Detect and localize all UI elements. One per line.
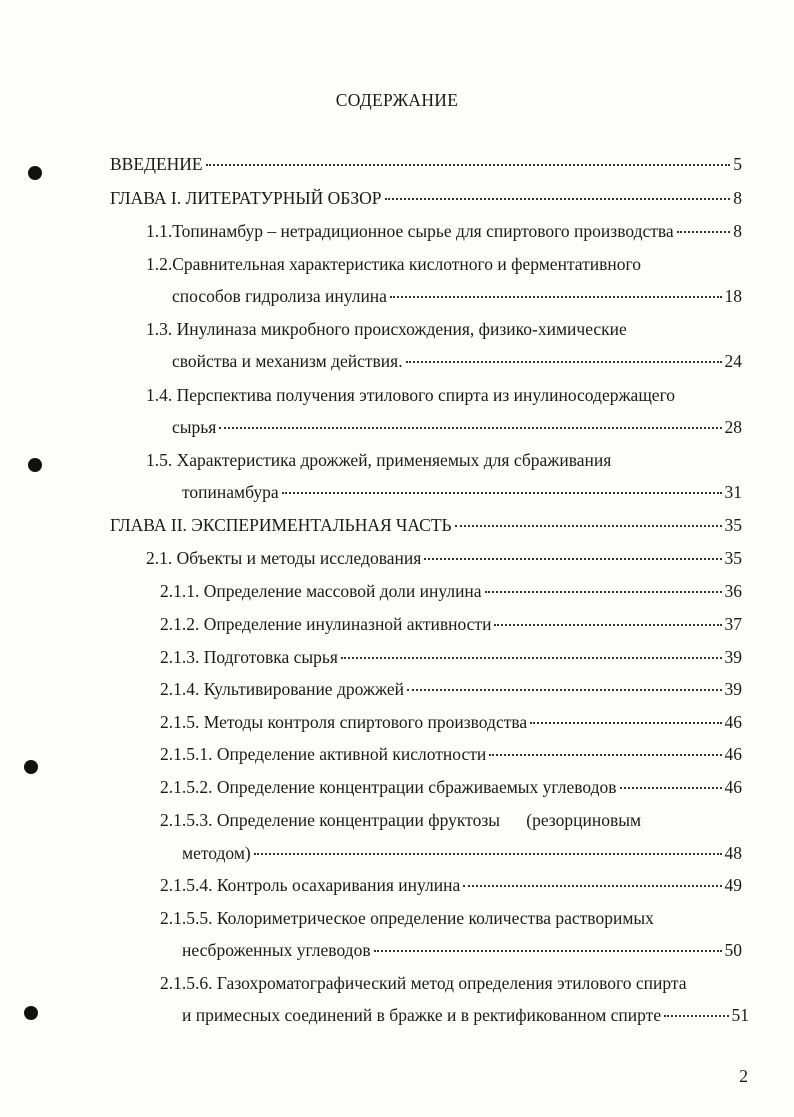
toc-entry-1-4-line1[interactable]: 1.4. Перспектива получения этилового спирта из инулиносодержащего <box>146 385 676 405</box>
punch-hole <box>28 458 42 472</box>
toc-entry-2-1-5-3-line1[interactable]: 2.1.5.3. Определение концентрации фруктозы (резорциновым <box>160 810 642 830</box>
leader-dots <box>390 296 722 298</box>
toc-entry-1-5[interactable] <box>182 480 742 504</box>
toc-entry-2-1-5-5-line1[interactable]: 2.1.5.5. Колориметрическое определение количества растворимых <box>160 908 654 928</box>
toc-entry-2-1-5-1[interactable] <box>160 742 742 766</box>
leader-dots <box>620 787 722 789</box>
leader-dots <box>406 361 722 363</box>
leader-dots <box>407 689 721 691</box>
toc-page-number: 37 <box>724 614 742 634</box>
leader-dots <box>489 754 721 756</box>
leader-dots <box>219 427 721 429</box>
punch-hole <box>24 760 38 774</box>
toc-entry-title: 2.1.1. Определение массовой доли инулина <box>160 581 482 601</box>
toc-page-number: 49 <box>724 875 742 895</box>
toc-entry-2-1-5-3[interactable] <box>182 841 742 865</box>
leader-dots <box>485 591 722 593</box>
toc-entry-title: методом) <box>182 843 251 863</box>
toc-entry-chapter-1[interactable] <box>110 186 742 210</box>
toc-page-number: 39 <box>724 647 742 667</box>
toc-page-number: 35 <box>724 548 742 568</box>
toc-entry-title: ГЛАВА I. ЛИТЕРАТУРНЫЙ ОБЗОР <box>110 188 382 208</box>
toc-entry-title: сырья <box>172 417 217 437</box>
leader-dots <box>254 853 722 855</box>
punch-hole <box>28 166 42 180</box>
toc-page-number: 24 <box>724 351 742 371</box>
toc-page-number: 31 <box>724 482 742 502</box>
toc-entry-title: 2.1.3. Подготовка сырья <box>160 647 338 667</box>
toc-entry-2-1-5-6[interactable] <box>182 1003 749 1027</box>
toc-entry-title: ВВЕДЕНИЕ <box>110 154 203 174</box>
toc-page-number: 8 <box>733 221 742 241</box>
toc-entry-title: 2.1.2. Определение инулиназной активности <box>160 614 492 634</box>
toc-page-number: 39 <box>724 679 742 699</box>
leader-dots <box>282 492 722 494</box>
toc-entry-title: и примесных соединений в бражке и в ректификованном спирте <box>182 1005 662 1025</box>
toc-entry-2-1-3[interactable] <box>160 645 742 669</box>
toc-entry-chapter-2[interactable] <box>110 513 742 537</box>
toc-entry-title: 2.1.5.1. Определение активной кислотности <box>160 744 487 764</box>
leader-dots <box>385 198 731 200</box>
leader-dots <box>206 164 731 166</box>
toc-page-number: 46 <box>724 777 742 797</box>
toc-page-number: 28 <box>724 417 742 437</box>
leader-dots <box>455 525 722 527</box>
toc-entry-2-1-5-6-line1[interactable]: 2.1.5.6. Газохроматографический метод определения этилового спирта <box>160 973 687 993</box>
toc-entry-title: ГЛАВА II. ЭКСПЕРИМЕНТАЛЬНАЯ ЧАСТЬ <box>110 515 452 535</box>
toc-entry-title: свойства и механизм действия. <box>172 351 403 371</box>
toc-entry-1-2[interactable] <box>172 284 742 308</box>
toc-entry-title: несброженных углеводов <box>182 940 371 960</box>
toc-entry-1-3[interactable] <box>172 349 742 373</box>
toc-page-number: 48 <box>724 843 742 863</box>
toc-entry-2-1[interactable] <box>146 546 742 570</box>
toc-entry-title: 2.1.5. Методы контроля спиртового производства <box>160 712 528 732</box>
toc-page-number: 51 <box>731 1005 749 1025</box>
toc-entry-2-1-4[interactable] <box>160 677 742 701</box>
toc-entry-2-1-5-4[interactable] <box>160 873 742 897</box>
toc-entry-2-1-5-5[interactable] <box>182 938 742 962</box>
toc-entry-1-5-line1[interactable]: 1.5. Характеристика дрожжей, применяемых для сбраживания <box>146 450 612 470</box>
page-number: 2 <box>739 1066 748 1086</box>
toc-page-number: 36 <box>724 581 742 601</box>
leader-dots <box>463 885 721 887</box>
toc-page-number: 35 <box>724 515 742 535</box>
leader-dots <box>341 657 722 659</box>
toc-entry-2-1-5-2[interactable] <box>160 775 742 799</box>
toc-entry-title: 1.1.Топинамбур – нетрадиционное сырье для спиртового производства <box>146 221 674 241</box>
leader-dots <box>494 624 721 626</box>
toc-page-number: 5 <box>733 154 742 174</box>
toc-entry-title: 2.1.5.4. Контроль осахаривания инулина <box>160 875 461 895</box>
toc-page-number: 50 <box>724 940 742 960</box>
toc-entry-1-3-line1[interactable]: 1.3. Инулиназа микробного происхождения, физико-химические <box>146 319 627 339</box>
toc-entry-1-4[interactable] <box>172 415 742 439</box>
toc-page-number: 46 <box>724 744 742 764</box>
punch-hole <box>24 1006 38 1020</box>
leader-dots <box>374 950 722 952</box>
toc-entry-title: 2.1.5.2. Определение концентрации сбраживаемых углеводов <box>160 777 617 797</box>
toc-entry-2-1-2[interactable] <box>160 612 742 636</box>
leader-dots <box>424 558 721 560</box>
toc-entry-1-1[interactable] <box>146 219 742 243</box>
leader-dots <box>530 722 721 724</box>
toc-entry-1-2-line1[interactable]: 1.2.Сравнительная характеристика кислотного и ферментативного <box>146 254 641 274</box>
page-title: СОДЕРЖАНИЕ <box>335 90 459 110</box>
leader-dots <box>664 1015 728 1017</box>
toc-page-number: 8 <box>733 188 742 208</box>
toc-entry-title: 2.1.4. Культивирование дрожжей <box>160 679 405 699</box>
toc-entry-introduction[interactable] <box>110 152 742 176</box>
toc-page-number: 18 <box>724 286 742 306</box>
toc-entry-2-1-1[interactable] <box>160 579 742 603</box>
toc-entry-title: 2.1. Объекты и методы исследования <box>146 548 422 568</box>
toc-entry-title: способов гидролиза инулина <box>172 286 387 306</box>
toc-page-number: 46 <box>724 712 742 732</box>
toc-entry-2-1-5[interactable] <box>160 710 742 734</box>
toc-entry-title: топинамбура <box>182 482 279 502</box>
leader-dots <box>677 231 731 233</box>
